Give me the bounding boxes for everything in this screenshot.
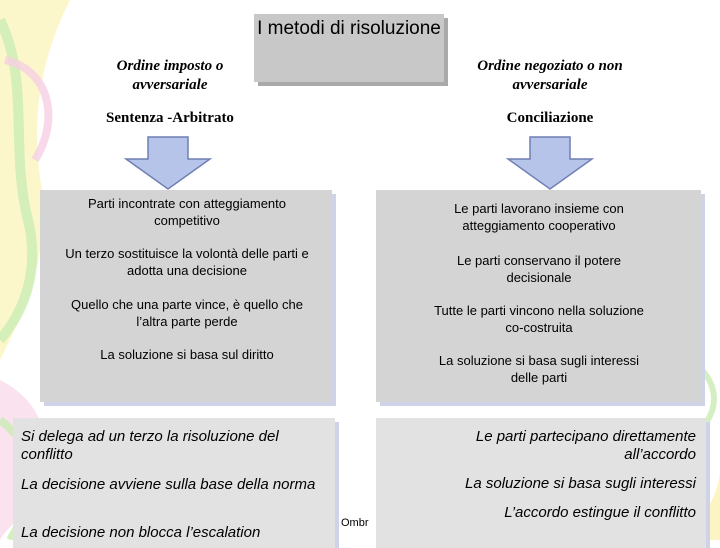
left-subheading: Sentenza -Arbitrato bbox=[106, 110, 234, 126]
left-point: Un terzo sostituisce la volontà delle parti e adotta una decisione bbox=[65, 246, 309, 278]
right-point: Le parti lavorano insieme con atteggiamento cooperativo bbox=[454, 201, 624, 233]
left-summary-item: La decisione non blocca l’escalation bbox=[21, 524, 261, 541]
left-down-arrow-icon bbox=[122, 135, 214, 191]
left-point: La soluzione si basa sul diritto bbox=[100, 347, 274, 362]
right-heading: Ordine negoziato o non avversariale bbox=[477, 58, 623, 93]
left-summary-panel bbox=[13, 418, 335, 548]
title-box bbox=[254, 14, 444, 82]
right-summary-item: Le parti partecipano direttamente all’accordo bbox=[475, 428, 696, 463]
right-summary-item: L’accordo estingue il conflitto bbox=[504, 504, 696, 521]
left-point: Parti incontrate con atteggiamento competitivo bbox=[87, 196, 286, 228]
page-title: I metodi di risoluzione bbox=[257, 18, 441, 39]
left-summary-item: La decisione avviene sulla base della norma bbox=[21, 476, 316, 493]
left-heading: Ordine imposto o avversariale bbox=[116, 58, 224, 93]
right-point: La soluzione si basa sugli interessi delle parti bbox=[438, 353, 640, 385]
left-point: Quello che una parte vince, è quello che l’altra parte perde bbox=[71, 297, 303, 329]
right-subheading: Conciliazione bbox=[506, 110, 594, 126]
left-summary-item: Si delega ad un terzo la risoluzione del conflitto bbox=[21, 428, 279, 463]
right-points-panel bbox=[376, 190, 701, 402]
right-point: Tutte le parti vincono nella soluzione co-costruita bbox=[434, 303, 644, 335]
left-points-panel bbox=[40, 190, 332, 402]
right-summary-panel bbox=[376, 418, 706, 548]
right-point: Le parti conservano il potere decisionale bbox=[456, 253, 622, 285]
right-summary-item: La soluzione si basa sugli interessi bbox=[465, 475, 696, 492]
footer-text: Ombr bbox=[341, 517, 369, 529]
right-down-arrow-icon bbox=[504, 135, 596, 191]
